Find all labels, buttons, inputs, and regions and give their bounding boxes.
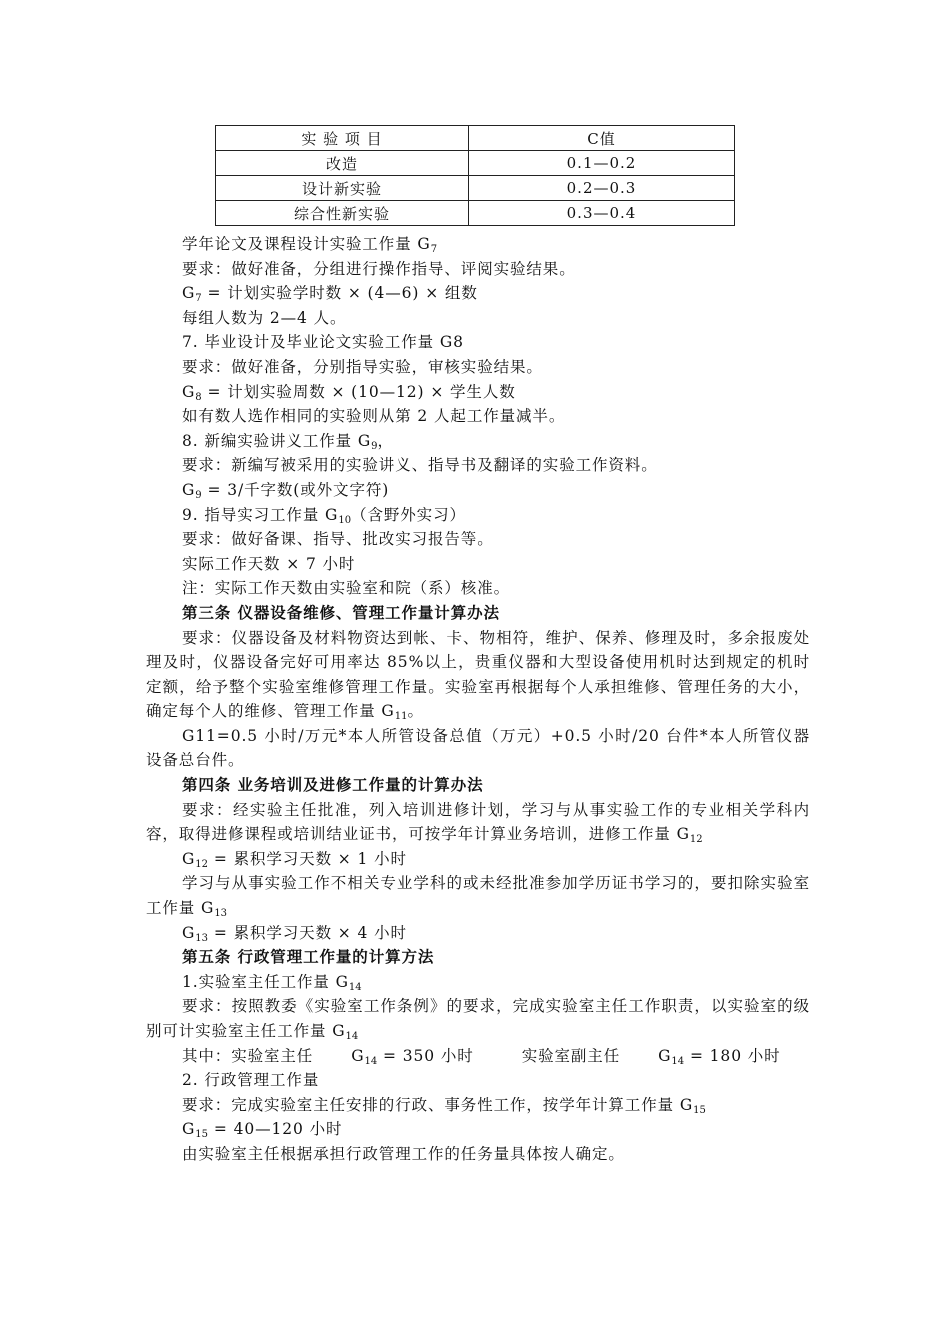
paragraph: 要求：经实验主任批准，列入培训进修计划，学习与从事实验工作的专业相关学科内容，取得进修课程或培训结业证书，可按学年计算业务培训，进修工作量 $G_{12}$ [146, 800, 810, 846]
formula-line: $G_9 = 3/$千字数(或外文字符) [182, 480, 390, 501]
table-cell: 0.2—0.3 [469, 176, 735, 201]
document-body [146, 232, 810, 1167]
table-cell: 设计新实验 [216, 176, 469, 201]
note-line: 注：实际工作天数由实验室和院（系）核准。 [182, 579, 511, 598]
table-header-row [216, 126, 735, 151]
article-heading: 第三条 仪器设备维修、管理工作量计算办法 [182, 602, 500, 622]
formula-line: $G_7$ = 计划实验学时数 × (4—6) × 组数 [182, 284, 478, 305]
paragraph: 学习与从事实验工作不相关专业学科的或未经批准参加学历证书学习的，要扣除实验室工作量 $G_{13}$ [146, 874, 810, 920]
text-line: 要求：新编写被采用的实验讲义、指导书及翻译的实验工作资料。 [182, 456, 658, 475]
text-line: 要求：做好准备，分别指导实验，审核实验结果。 [182, 357, 543, 376]
article-heading: 第四条 业务培训及进修工作量的计算办法 [182, 775, 484, 795]
table-cell: 0.3—0.4 [469, 201, 735, 226]
table-cell: 改造 [216, 151, 469, 176]
section-item: 7. 毕业设计及毕业论文实验工作量 G8 [182, 333, 464, 352]
paragraph: 要求：仪器设备及材料物资达到帐、卡、物相符，维护、保养、修理及时，多余报废处理及时，仪器设备完好可用率达 85%以上，贵重仪器和大型设备使用机时达到规定的机时定额，给予整个实验室维修管理工作量。实验室再根据每个人承担维修、管理任务的大小，确定每个人的维修、管理工作量 $G_{11}$。 [146, 628, 810, 723]
text-line: 由实验室主任根据承担行政管理工作的任务量具体按人确定。 [182, 1144, 625, 1163]
formula-line: 实际工作天数 × 7 小时 [182, 554, 356, 573]
section-item: 9. 指导实习工作量 $G_{10}$（含野外实习） [182, 505, 466, 526]
table-header-cell: C值 [469, 126, 735, 151]
table-row [216, 151, 735, 176]
text-line: 要求：做好准备，分组进行操作指导、评阅实验结果。 [182, 259, 576, 278]
section-item: 1.实验室主任工作量 $G_{14}$ [182, 972, 362, 993]
formula-line: $G_{13}$ = 累积学习天数 × 4 小时 [182, 923, 407, 944]
table-row [216, 176, 735, 201]
section-item: 2. 行政管理工作量 [182, 1071, 320, 1090]
table-row [216, 201, 735, 226]
paragraph: 要求：按照教委《实验室工作条例》的要求，完成实验室主任工作职责，以实验室的级别可计实验室主任工作量 $G_{14}$ [146, 997, 810, 1042]
table-cell: 综合性新实验 [216, 201, 469, 226]
paragraph: G11=0.5 小时/万元*本人所管设备总值（万元）+0.5 小时/20 台件*本人所管仪器设备总台件。 [146, 726, 810, 770]
text-line: 要求：做好备课、指导、批改实习报告等。 [182, 530, 494, 549]
section-item: 8. 新编实验讲义工作量 $G_9$， [182, 431, 394, 452]
formula-line: $G_{15}$ = 40—120 小时 [182, 1120, 343, 1141]
text-line: 要求：完成实验室主任安排的行政、事务性工作，按学年计算工作量 $G_{15}$ [182, 1095, 706, 1116]
formula-line: $G_{12}$ = 累积学习天数 × 1 小时 [182, 849, 407, 870]
text-line: 如有数人选作相同的实验则从第 2 人起工作量减半。 [182, 407, 566, 426]
article-heading: 第五条 行政管理工作量的计算方法 [182, 947, 435, 967]
text-line: 每组人数为 2—4 人。 [182, 308, 347, 327]
formula-line: $G_8$ = 计划实验周数 × (10—12) × 学生人数 [182, 382, 516, 403]
formula-line: 其中：实验室主任 $G_{14} = 350$ 小时 实验室副主任 $G_{14} = 180$ 小时 [182, 1046, 781, 1067]
c-value-table [215, 125, 735, 226]
text-line: 学年论文及课程设计实验工作量 $G_7$ [182, 235, 438, 255]
table-header-cell: 实 验 项 目 [216, 126, 469, 151]
table-cell: 0.1—0.2 [469, 151, 735, 176]
